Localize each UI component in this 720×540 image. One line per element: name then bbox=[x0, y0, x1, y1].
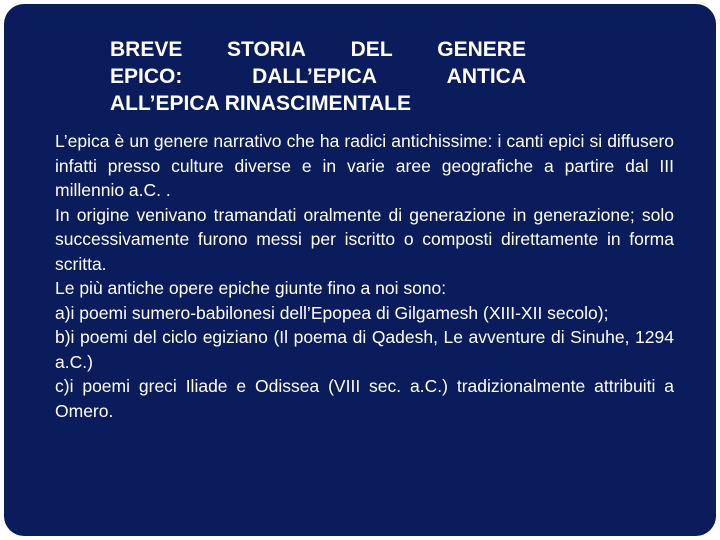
title-word: BREVE bbox=[110, 38, 183, 61]
title-line-1 bbox=[110, 36, 526, 63]
list-item-b: b)i poemi del ciclo egiziano (Il poema di Qadesh, Le avventure di Sinuhe, 1294 a.C.) bbox=[55, 327, 674, 372]
slide-panel bbox=[4, 4, 716, 536]
title-word: STORIA bbox=[227, 38, 306, 61]
title-word: DALL’EPICA bbox=[252, 65, 377, 88]
title-line-2 bbox=[110, 63, 526, 90]
list-item-c: c)i poemi greci Iliade e Odissea (VIII sec. a.C.) tradizionalmente attribuiti a Omero. bbox=[55, 376, 674, 421]
title-word: ALL’EPICA RINASCIMENTALE bbox=[110, 92, 412, 115]
list-intro: Le più antiche opere epiche giunte fino a noi sono: bbox=[55, 278, 447, 298]
title-word: GENERE bbox=[437, 38, 526, 61]
intro-paragraph: L’epica è un genere narrativo che ha radici antichissime: i canti epici si diffusero infatti presso culture diverse e in varie aree geografiche a partire dal III millennio a.C. . bbox=[55, 131, 674, 200]
slide-body bbox=[55, 129, 674, 423]
transmission-paragraph: In origine venivano tramandati oralmente di generazione in generazione; solo successivamente furono messi per iscritto o composti direttamente in forma scritta. bbox=[55, 204, 674, 274]
title-word: EPICO: bbox=[110, 65, 183, 88]
list-item-a: a)i poemi sumero-babilonesi dell’Epopea di Gilgamesh (XIII-XII secolo); bbox=[55, 302, 609, 323]
title-word: ANTICA bbox=[446, 65, 526, 88]
title-word: DEL bbox=[350, 38, 393, 61]
title-line-3 bbox=[110, 90, 526, 117]
slide-title bbox=[110, 36, 526, 117]
